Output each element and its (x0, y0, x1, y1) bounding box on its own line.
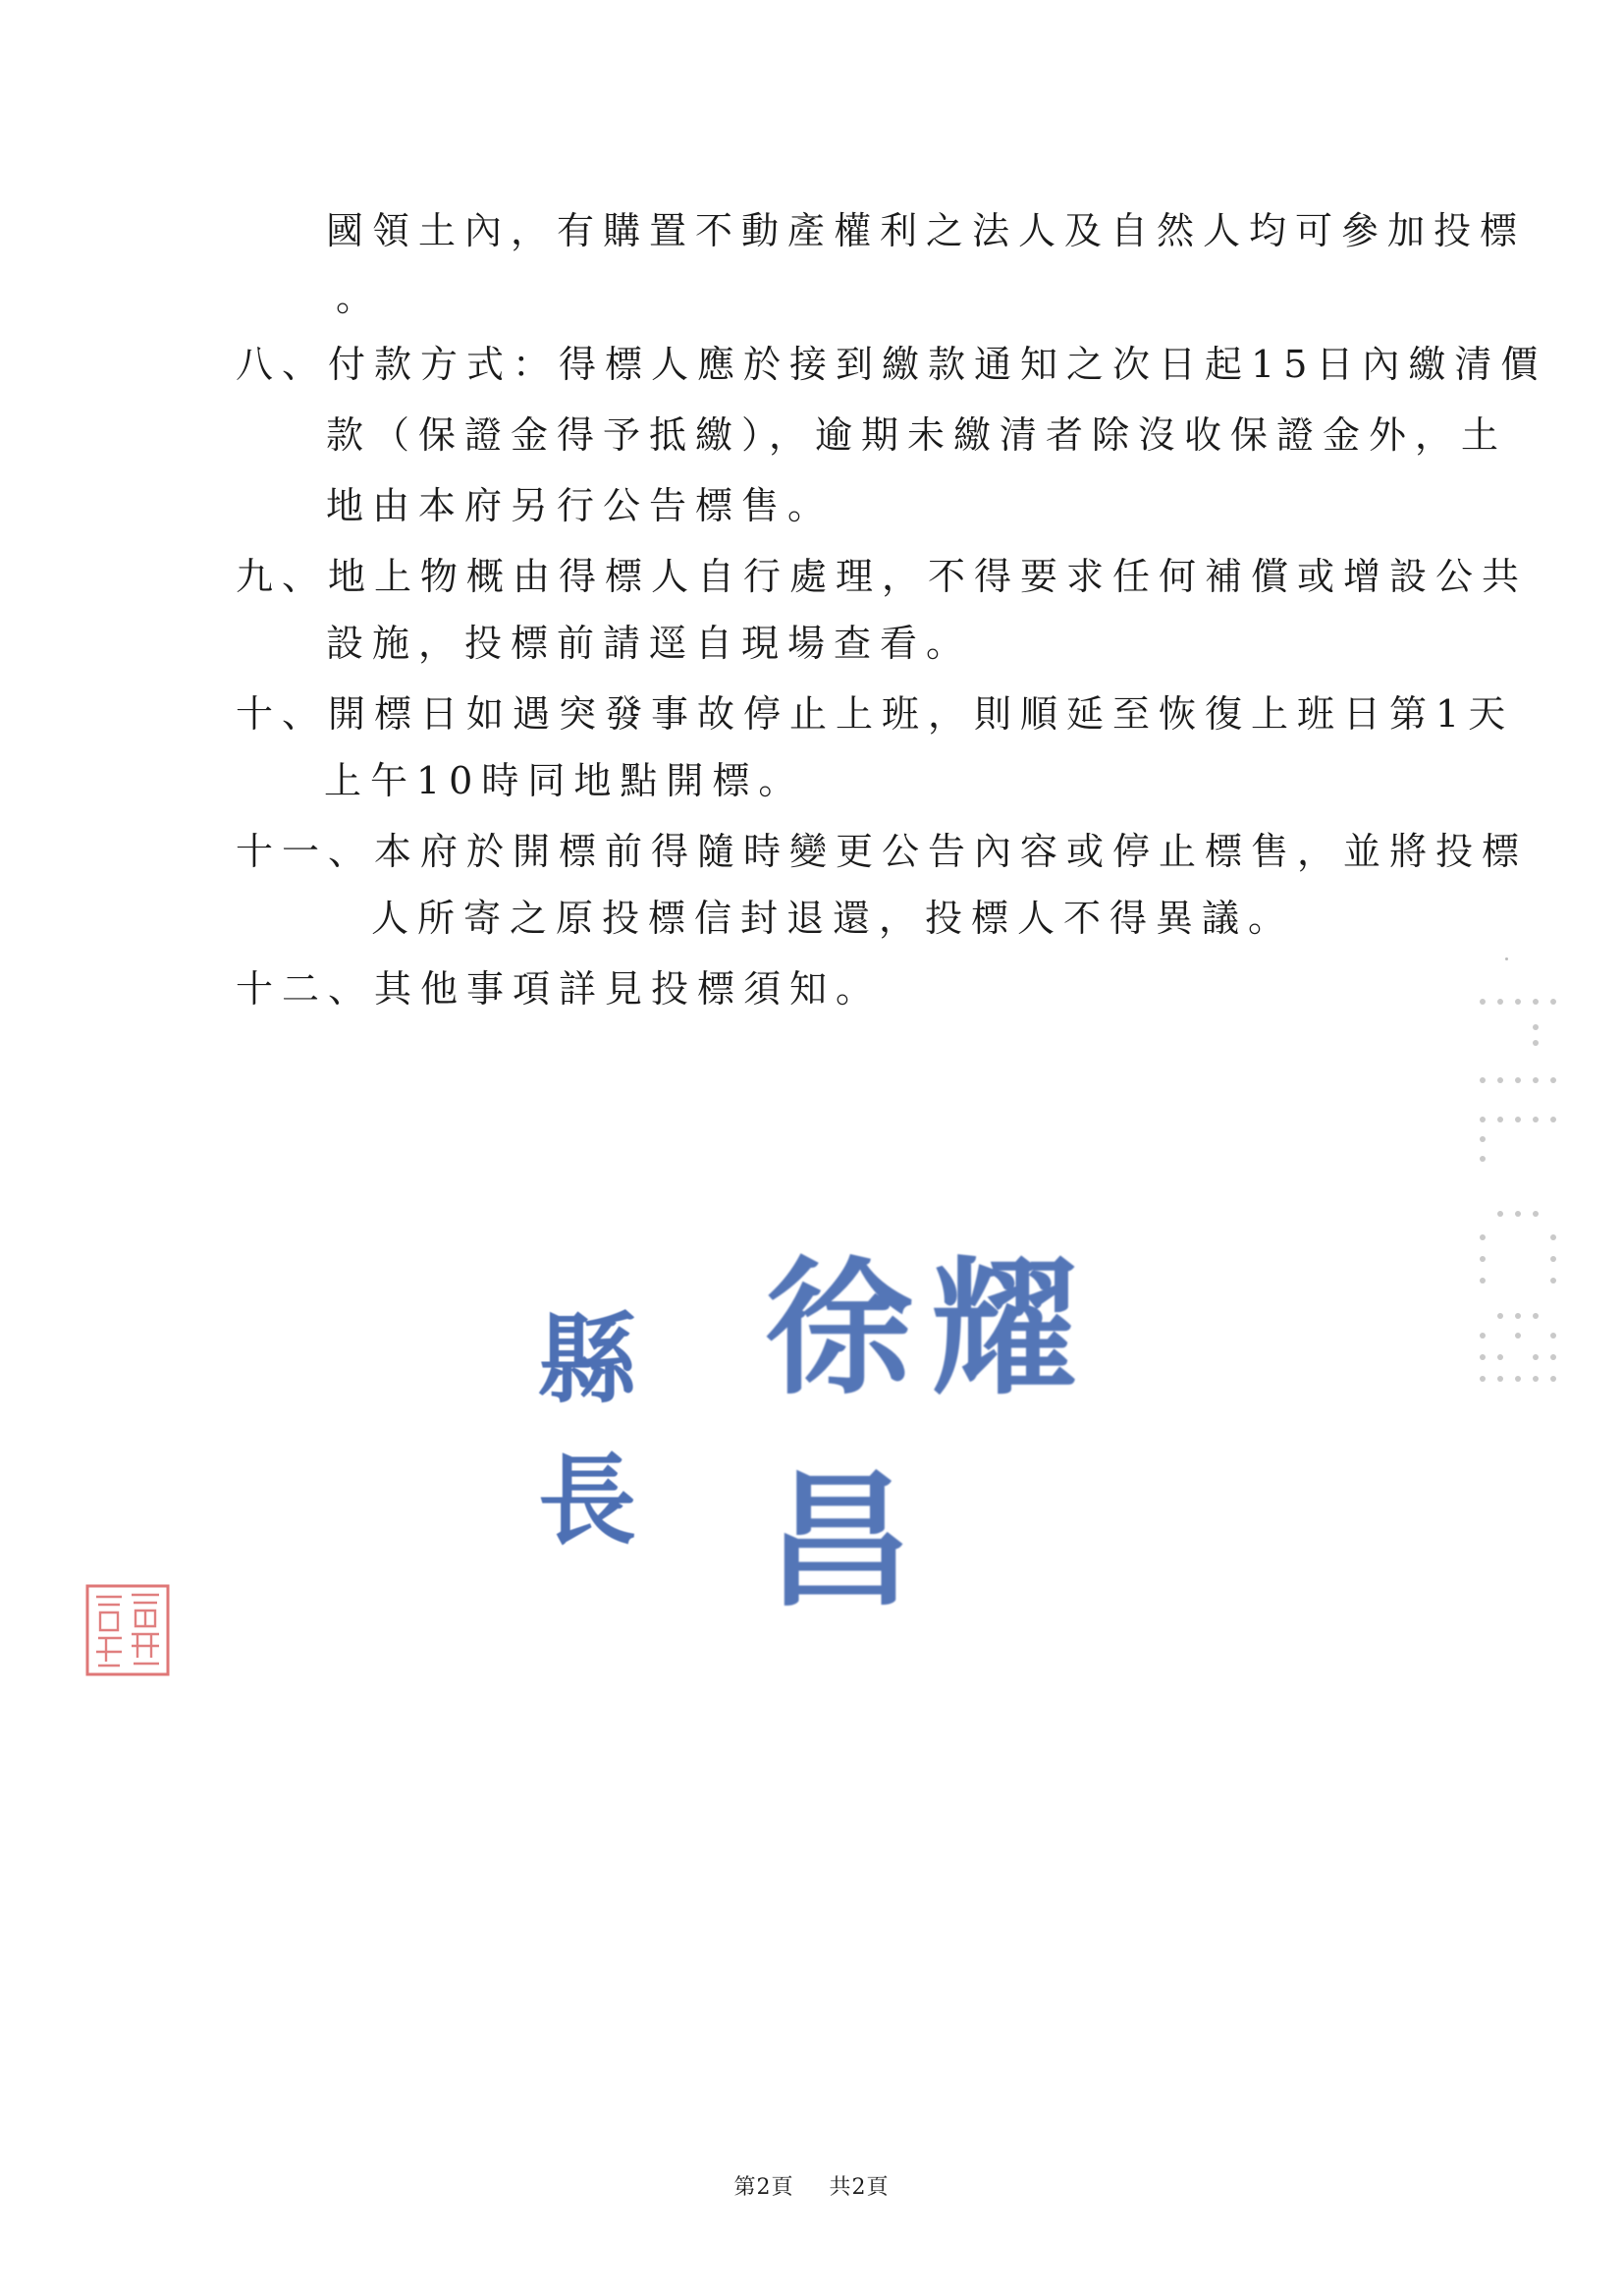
body-line-1: 國領土內，有購置不動產權利之法人及自然人均可參加投標 (326, 209, 1527, 252)
scan-speck (1505, 957, 1508, 960)
signature-name: 徐耀昌 (765, 1242, 1096, 1627)
item-11-line-2: 人所寄之原投標信封退還，投標人不得異議。 (371, 897, 1295, 940)
page-number: 第2頁 (733, 2175, 794, 2200)
item-8-text-1: 付款方式：得標人應於接到繳款通知之次日起15日內繳清價 (328, 343, 1547, 386)
item-10-text-1: 開標日如遇突發事故停止上班，則順延至恢復上班日第1天 (328, 692, 1515, 736)
item-11-line-1 (236, 827, 1528, 876)
item-11-marker: 十一、 (236, 830, 375, 873)
item-10-line-1 (236, 689, 1514, 738)
item-8-marker: 八、 (236, 343, 329, 386)
item-12-text-1: 其他事項詳見投標須知。 (374, 967, 883, 1011)
item-11-text-1: 本府於開標前得隨時變更公告內容或停止標售，並將投標 (374, 830, 1529, 873)
item-9-text-1: 地上物概由得標人自行處理，不得要求任何補償或增設公共 (328, 555, 1529, 598)
item-8-line-3: 地由本府另行公告標售。 (326, 484, 835, 527)
official-seal-icon (84, 1583, 171, 1677)
signature-title: 縣長 (538, 1301, 640, 1558)
item-10-marker: 十、 (236, 692, 329, 736)
item-9-marker: 九、 (236, 555, 329, 598)
signature-stamp (538, 1242, 1245, 1627)
item-9-line-2: 設施，投標前請逕自現場查看。 (326, 622, 973, 665)
page-footer (0, 2170, 1623, 2201)
item-8-line-1 (236, 340, 1546, 389)
item-10-line-2: 上午10時同地點開標。 (324, 759, 805, 802)
item-12-marker: 十二、 (236, 967, 375, 1011)
perforation-dots (1463, 992, 1581, 1404)
page-total: 共2頁 (829, 2175, 890, 2200)
item-9-line-1 (236, 552, 1528, 601)
body-line-2: 。 (336, 276, 383, 319)
item-12-line-1 (236, 964, 882, 1013)
item-8-line-2: 款（保證金得予抵繳），逾期未繳清者除沒收保證金外，土 (326, 413, 1508, 457)
